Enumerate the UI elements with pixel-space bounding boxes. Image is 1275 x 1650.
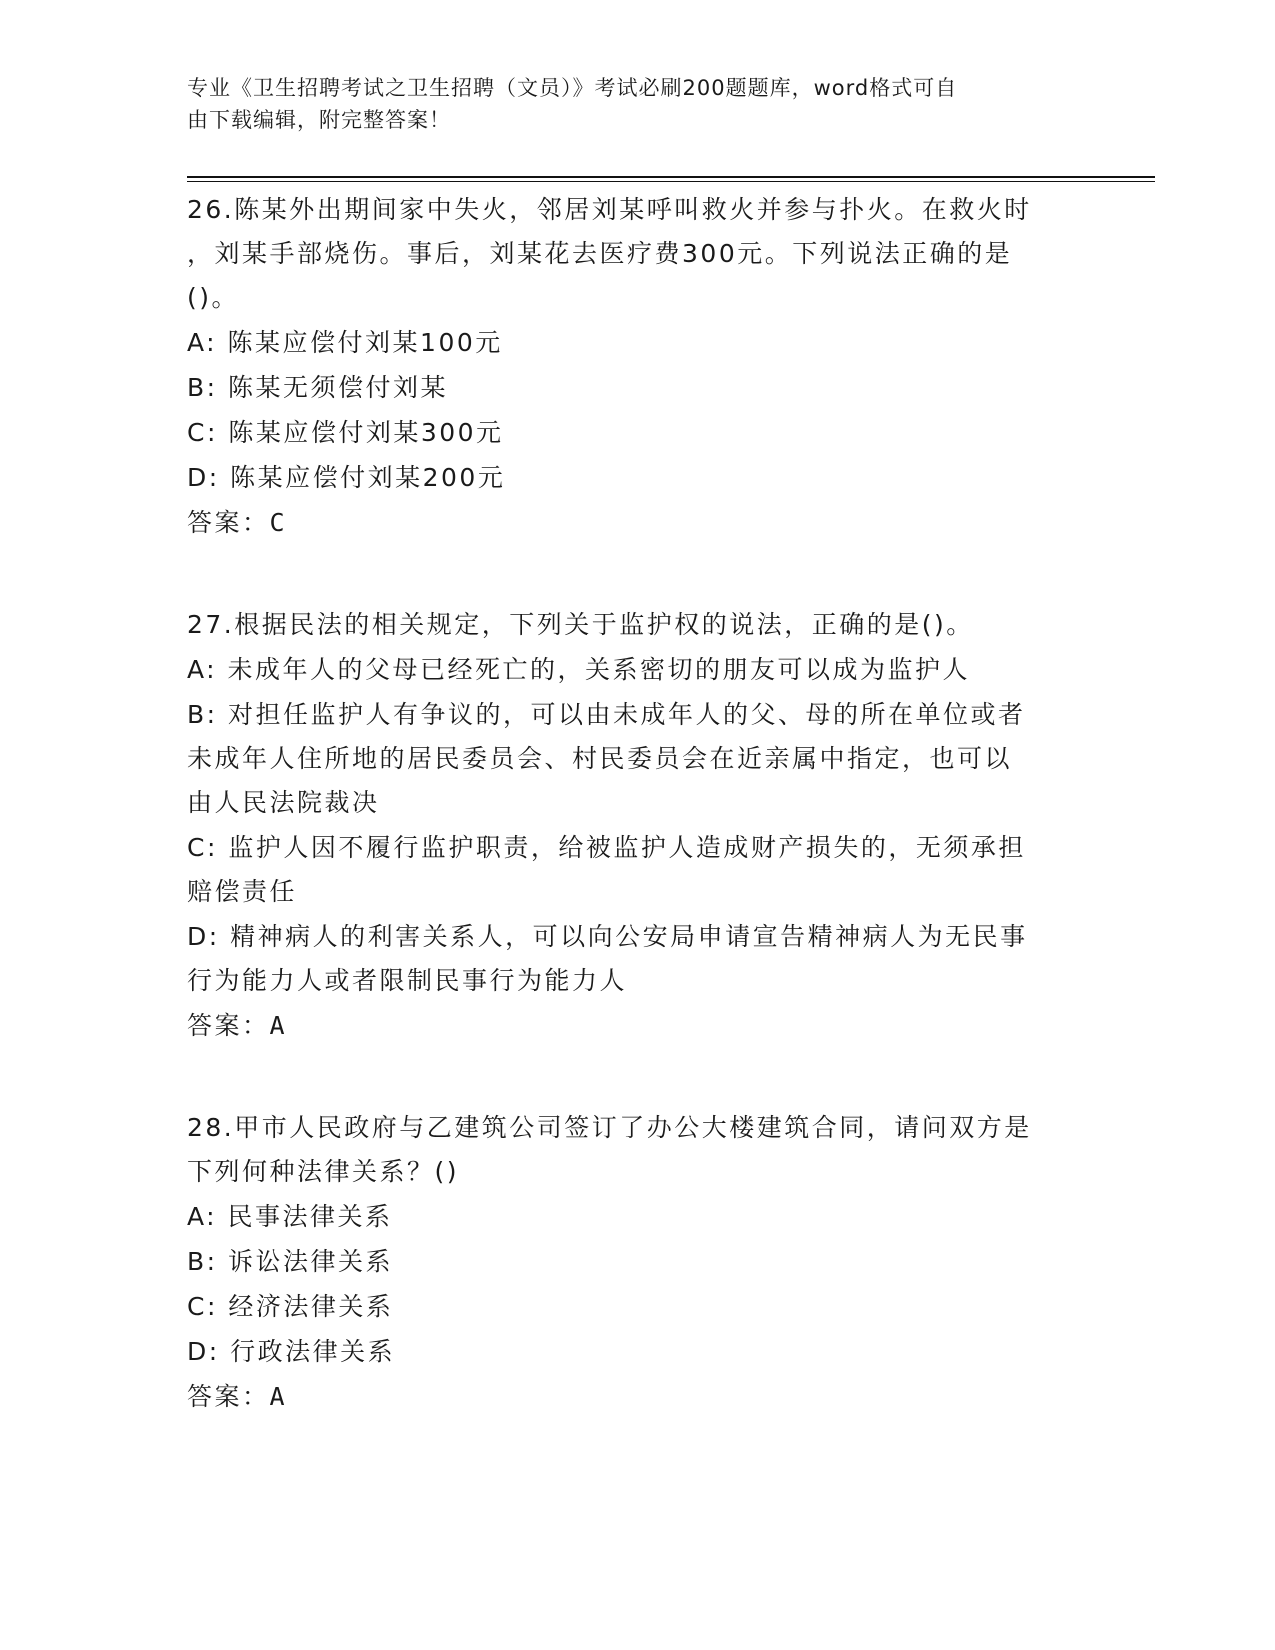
answer-option-line: B: 对担任监护人有争议的，可以由未成年人的父、母的所在单位或者 [187,700,1026,729]
answer-option-line: B: 诉讼法律关系 [187,1247,394,1276]
answer-option-line: D: 行政法律关系 [187,1337,396,1366]
answer-line [187,1004,1087,1048]
answer-option-line: 赔偿责任 [187,877,298,906]
question-stem [187,603,1087,647]
question-block [187,188,1087,545]
answer-line [187,501,1087,545]
question-block [187,1106,1087,1419]
header-divider-thin [187,181,1155,182]
question-stem [187,188,1087,320]
answer-option-line: B: 陈某无须偿付刘某 [187,373,449,402]
answer-option [187,366,1087,410]
question-stem-line: 28.甲市人民政府与乙建筑公司签订了办公大楼建筑合同，请问双方是 [187,1113,1032,1142]
question-stem-line: 26.陈某外出期间家中失火，邻居刘某呼叫救火并参与扑火。在救火时 [187,195,1032,224]
answer-option [187,1240,1087,1284]
answer-option [187,1330,1087,1374]
answer-option [187,321,1087,365]
answer-option-line: D: 精神病人的利害关系人，可以向公安局申请宣告精神病人为无民事 [187,922,1028,951]
question-stem-line: ，刘某手部烧伤。事后，刘某花去医疗费300元。下列说法正确的是 [187,239,1013,268]
header-line-1: 专业《卫生招聘考试之卫生招聘（文员）》考试必刷200题题库，word格式可自 [187,76,958,100]
answer-option-line: 未成年人住所地的居民委员会、村民委员会在近亲属中指定，也可以 [187,744,1013,773]
answer-label: 答案： [187,508,270,537]
answer-key: A [269,1382,288,1411]
answer-option [187,1195,1087,1239]
answer-key: C [269,508,288,537]
question-list [187,188,1087,1477]
answer-option-line: D: 陈某应偿付刘某200元 [187,463,506,492]
question-stem-line: 下列何种法律关系？() [187,1157,460,1186]
answer-option [187,648,1087,692]
answer-option-line: 由人民法院裁决 [187,788,380,817]
answer-option-line: C: 监护人因不履行监护职责，给被监护人造成财产损失的，无须承担 [187,833,1026,862]
answer-key: A [269,1011,288,1040]
answer-option-line: C: 陈某应偿付刘某300元 [187,418,504,447]
answer-option-line: A: 未成年人的父母已经死亡的，关系密切的朋友可以成为监护人 [187,655,971,684]
question-block [187,603,1087,1048]
question-stem-line: 27.根据民法的相关规定，下列关于监护权的说法，正确的是()。 [187,610,974,639]
question-stem [187,1106,1087,1194]
answer-option [187,826,1087,914]
answer-option-line: A: 民事法律关系 [187,1202,393,1231]
answer-option [187,456,1087,500]
header-divider-thick [187,176,1155,178]
answer-option [187,693,1087,825]
answer-label: 答案： [187,1011,270,1040]
answer-option-line: C: 经济法律关系 [187,1292,394,1321]
document-header [187,72,1067,136]
answer-line [187,1375,1087,1419]
header-line-2: 由下载编辑，附完整答案！ [187,108,451,132]
answer-option-line: A: 陈某应偿付刘某100元 [187,328,503,357]
answer-option [187,411,1087,455]
answer-label: 答案： [187,1382,270,1411]
answer-option [187,915,1087,1003]
question-stem-line: ()。 [187,283,240,312]
answer-option-line: 行为能力人或者限制民事行为能力人 [187,966,628,995]
answer-option [187,1285,1087,1329]
